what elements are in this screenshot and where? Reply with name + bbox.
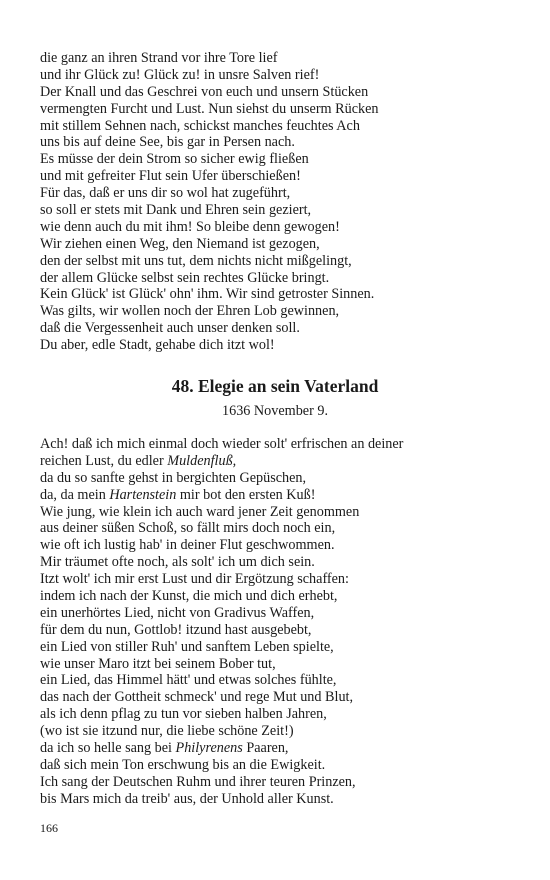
verse-line: [40, 320, 520, 337]
verse-text: und ihr Glück zu! Glück zu! in unsre Salven rief!: [40, 66, 320, 83]
italic-name: Muldenfluß,: [167, 452, 237, 469]
verse-text: Itzt wolt' ich mir erst Lust und dir Ergötzung schaffen:: [40, 571, 349, 588]
verse-text: reichen Lust, du edler: [40, 452, 168, 469]
verse-text: ein Lied, das Himmel hätt' und etwas solches fühlte,: [40, 672, 337, 689]
verse-text: Es müsse der dein Strom so sicher ewig fließen: [40, 151, 309, 168]
verse-text: die ganz an ihren Strand vor ihre Tore lief: [40, 50, 278, 66]
verse-line: [40, 672, 520, 689]
verse-line: [40, 774, 520, 791]
verse-line: [40, 151, 520, 168]
verse-line: [40, 571, 520, 588]
verse-text: das nach der Gottheit schmeck' und rege Mut und Blut,: [40, 689, 354, 706]
poem-continued-block: [40, 50, 520, 354]
verse-line: [40, 118, 520, 135]
page-number: 166: [40, 821, 58, 835]
verse-text: bis Mars mich da treib' aus, der Unhold aller Kunst.: [40, 790, 334, 807]
verse-text: Für das, daß er uns dir so wol hat zugeführt,: [40, 185, 291, 202]
verse-text: der allem Glücke selbst sein rechtes Glücke bringt.: [40, 269, 330, 286]
verse-line: [40, 605, 520, 622]
verse-text: indem ich nach der Kunst, die mich und dich erhebt,: [40, 588, 338, 605]
verse-text: Ich sang der Deutschen Ruhm und ihrer teuren Prinzen,: [40, 773, 356, 790]
verse-text: daß sich mein Ton erschwung bis an die Ewigkeit.: [40, 756, 326, 773]
verse-text: den der selbst mit uns tut, dem nichts nicht mißgelingt,: [40, 252, 352, 269]
poem-heading: 48. Elegie an sein Vaterland: [171, 376, 379, 396]
verse-line: [40, 706, 520, 723]
verse-line: [40, 588, 520, 605]
elegy-block: [40, 436, 520, 808]
verse-line: [40, 50, 520, 67]
verse-line: [40, 67, 520, 84]
verse-text: ein unerhörtes Lied, nicht von Gradivus Waffen,: [40, 604, 315, 621]
verse-text: Du aber, edle Stadt, gehabe dich itzt wol!: [40, 337, 275, 354]
verse-line: [40, 185, 520, 202]
verse-text: Was gilts, wir wollen noch der Ehren Lob gewinnen,: [40, 303, 340, 320]
verse-line: [40, 270, 520, 287]
verse-text: Mir träumet ofte noch, als solt' ich um dich sein.: [40, 554, 315, 571]
verse-text: wie oft ich lustig hab' in deiner Flut geschwommen.: [40, 537, 335, 554]
poem-date: 1636 November 9.: [222, 403, 328, 419]
italic-name: Philyrenens: [175, 740, 243, 757]
verse-text: daß die Vergessenheit auch unser denken soll.: [40, 320, 300, 337]
verse-line: [40, 84, 520, 101]
verse-text: da, da mein: [40, 486, 110, 503]
verse-text: Kein Glück' ist Glück' ohn' ihm. Wir sind getroster Sinnen.: [40, 286, 375, 303]
verse-text: Der Knall und das Geschrei von euch und unsern Stücken: [40, 83, 369, 100]
verse-line: [40, 520, 520, 537]
verse-text: vermengten Furcht und Lust. Nun siehst du unserm Rücken: [40, 100, 379, 117]
verse-text: Wie jung, wie klein ich auch ward jener Zeit genommen: [40, 503, 360, 520]
verse-line: [40, 236, 520, 253]
verse-line: [40, 757, 520, 774]
verse-line: [40, 303, 520, 320]
verse-line: [40, 453, 520, 470]
verse-line: [40, 504, 520, 521]
verse-line: [40, 622, 520, 639]
verse-text: für dem du nun, Gottlob! itzund hast ausgebebt,: [40, 621, 312, 638]
verse-line: [40, 286, 520, 303]
verse-line: [40, 436, 520, 453]
verse-text: als ich denn pflag zu tun vor sieben halben Jahren,: [40, 706, 327, 723]
verse-text: mir bot den ersten Kuß!: [176, 486, 316, 503]
verse-text: da du so sanfte gehst in bergichten Gepüschen,: [40, 469, 307, 486]
verse-line: [40, 134, 520, 151]
verse-line: [40, 470, 520, 487]
verse-text: Ach! daß ich mich einmal doch wieder solt' erfrischen an deiner: [40, 436, 404, 452]
verse-text: (wo ist sie itzund nur, die liebe schöne Zeit!): [40, 723, 294, 740]
verse-text: wie denn auch du mit ihm! So bleibe denn gewogen!: [40, 218, 340, 235]
verse-line: [40, 253, 520, 270]
verse-line: [40, 168, 520, 185]
italic-name: Hartenstein: [109, 486, 177, 503]
verse-text: aus deiner süßen Schoß, so fällt mirs doch noch ein,: [40, 520, 336, 537]
verse-line: [40, 723, 520, 740]
verse-text: uns bis auf deine See, bis gar in Persen nach.: [40, 134, 295, 151]
verse-line: [40, 101, 520, 118]
verse-text: und mit gefreiter Flut sein Ufer überschießen!: [40, 168, 301, 185]
verse-line: [40, 639, 520, 656]
verse-line: [40, 202, 520, 219]
verse-line: [40, 537, 520, 554]
verse-line: [40, 219, 520, 236]
verse-text: Paaren,: [242, 740, 289, 757]
verse-text: ein Lied von stiller Ruh' und sanftem Leben spielte,: [40, 638, 334, 655]
verse-line: [40, 791, 520, 808]
verse-line: [40, 656, 520, 673]
verse-text: so soll er stets mit Dank und Ehren sein geziert,: [40, 202, 312, 219]
verse-text: mit stillem Sehnen nach, schickst manches feuchtes Ach: [40, 117, 360, 134]
verse-line: [40, 689, 520, 706]
verse-text: Wir ziehen einen Weg, den Niemand ist gezogen,: [40, 235, 320, 252]
verse-text: da ich so helle sang bei: [40, 740, 176, 757]
verse-line: [40, 554, 520, 571]
verse-line: [40, 337, 520, 354]
verse-line: [40, 740, 520, 757]
verse-line: [40, 487, 520, 504]
verse-text: wie unser Maro itzt bei seinem Bober tut,: [40, 655, 276, 672]
